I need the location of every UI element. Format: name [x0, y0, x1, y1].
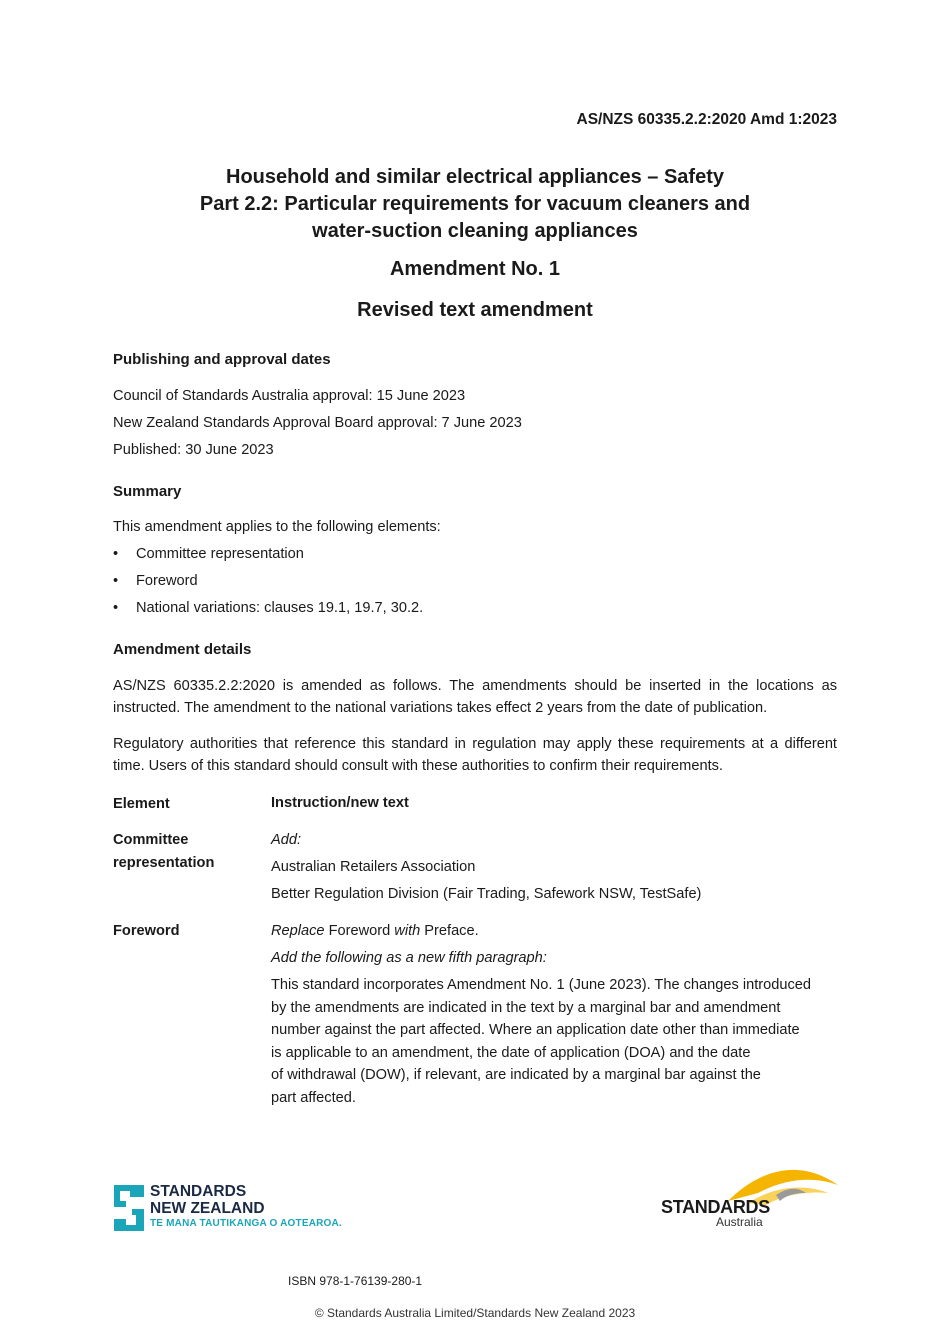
committee-item: Better Regulation Division (Fair Trading, Safework NSW, TestSafe) [271, 886, 702, 902]
table-header-instruction: Instruction/new text [271, 795, 409, 811]
title-line-1: Household and similar electrical appliances – Safety [226, 166, 724, 188]
list-item: • Foreword [113, 573, 198, 589]
summary-heading: Summary [113, 483, 182, 500]
details-paragraph-1: AS/NZS 60335.2.2:2020 is amended as follows. The amendments should be inserted in the locations as instructed. The amendment to the national variations takes effect 2 years from the date of publication. [113, 678, 837, 716]
snz-tagline: TE MANA TAUTIKANGA O AOTEAROA. [150, 1218, 342, 1229]
list-item: • National variations: clauses 19.1, 19.7, 30.2. [113, 600, 424, 616]
council-approval: Council of Standards Australia approval: 15 June 2023 [113, 388, 466, 404]
foreword-replace: Replace Foreword with Preface. [271, 923, 479, 939]
copyright: © Standards Australia Limited/Standards New Zealand 2023 [314, 1306, 636, 1320]
element-foreword: Foreword [113, 923, 180, 939]
snz-mark-icon [114, 1185, 144, 1231]
foreword-add-instruction: Add the following as a new fifth paragraph: [271, 950, 547, 966]
details-paragraph-2: Regulatory authorities that reference this standard in regulation may apply these requirements at a different time. Users of this standard should consult with these authorities to confirm their requirements. [113, 736, 837, 774]
summary-intro: This amendment applies to the following elements: [113, 519, 441, 535]
foreword-new-paragraph: This standard incorporates Amendment No. 1 (June 2023). The changes introduced by the amendments are indicated in the text by a marginal bar and amendment number against the part affected. Where an application date other than immediate is applicable to an amendment, the date of application (DOA) and the date of withdrawal (DOW), if relevant, are indicated by a marginal bar against the part affected. [271, 977, 812, 1106]
list-item: • Committee representation [113, 546, 304, 562]
document-title [0, 164, 950, 245]
amendment-type: Revised text amendment [357, 299, 593, 321]
committee-add: Add: [271, 832, 302, 848]
nz-approval: New Zealand Standards Approval Board approval: 7 June 2023 [113, 415, 522, 431]
title-line-2: Part 2.2: Particular requirements for vacuum cleaners and [199, 193, 751, 215]
table-header-element: Element [113, 796, 170, 812]
isbn: ISBN 978-1-76139-280-1 [288, 1274, 423, 1288]
snz-logo-mark [114, 1185, 144, 1231]
published-date: Published: 30 June 2023 [113, 442, 274, 458]
amendment-number: Amendment No. 1 [389, 258, 561, 280]
title-line-3: water-suction cleaning appliances [312, 220, 638, 242]
committee-item: Australian Retailers Association [271, 859, 476, 875]
publishing-heading: Publishing and approval dates [113, 351, 331, 368]
amendment-details-heading: Amendment details [113, 641, 252, 658]
sa-logo-subtext: Australia [716, 1215, 763, 1229]
element-committee: Committee representation [113, 832, 215, 871]
document-id: AS/NZS 60335.2.2:2020 Amd 1:2023 [576, 111, 837, 128]
sa-logo-text: STANDARDS [661, 1197, 770, 1217]
snz-logo-text: STANDARDS NEW ZEALAND [150, 1183, 265, 1217]
